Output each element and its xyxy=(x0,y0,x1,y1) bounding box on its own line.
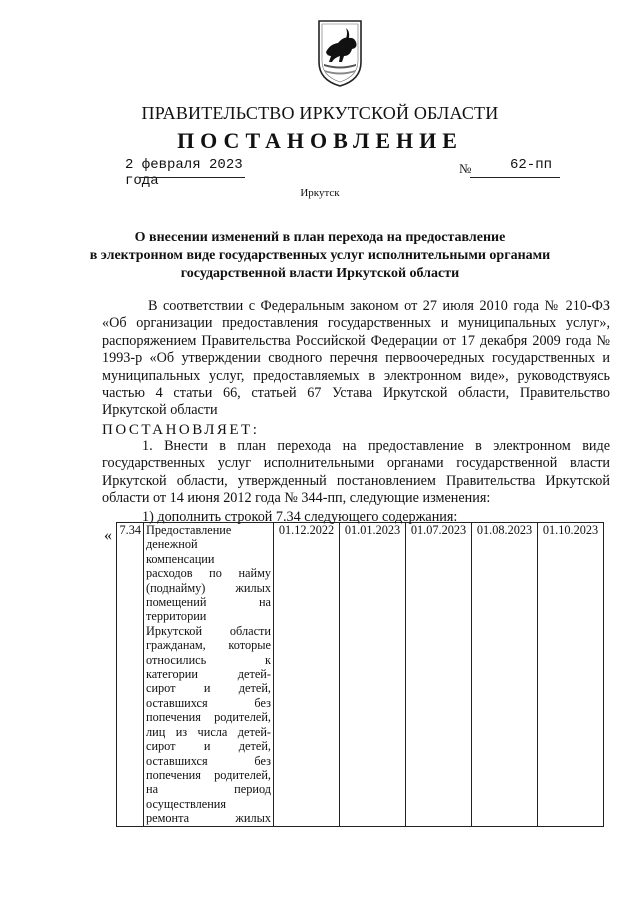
document-number: 62-пп xyxy=(510,157,553,173)
date-cell-5: 01.10.2023 xyxy=(538,523,604,827)
description-line: (поднайму) жилых xyxy=(146,580,271,595)
description-line: сирот и детей, xyxy=(146,739,271,754)
document-type: ПОСТАНОВЛЕНИЕ xyxy=(177,128,463,153)
description-line: Иркутской области xyxy=(146,623,271,638)
date-cell-2: 01.01.2023 xyxy=(340,523,406,827)
description-line: оставшихся без xyxy=(146,695,271,710)
city-name: Иркутск xyxy=(300,187,340,199)
title-line: О внесении изменений в план перехода на предоставление xyxy=(134,230,506,245)
number-underline xyxy=(470,177,560,178)
description-line: оставшихся без xyxy=(146,753,271,768)
document-date: 2 февраля 2023 года xyxy=(125,157,243,189)
item-1-subitem-1: 1) дополнить строкой 7.34 следующего содержания: xyxy=(142,509,458,525)
description-line: на период xyxy=(146,782,271,797)
description-line: сирот и детей, xyxy=(146,681,271,696)
item-1-paragraph: 1. Внести в план перехода на предоставление в электронном виде государственных услуг исполнительными органами государственной власти Иркутской области, утвержденный постановлением Правительства Иркутской области от 14 июня 2012 года № 344-пп, следующие изменения: xyxy=(102,438,610,507)
description-line: ремонта жилых xyxy=(146,811,271,826)
description-line: компенсации xyxy=(146,551,215,566)
description-line: гражданам, которые xyxy=(146,638,271,653)
opening-quote: « xyxy=(104,527,112,544)
date-underline xyxy=(140,177,245,178)
table-row xyxy=(117,523,604,827)
irkutsk-coat-of-arms-icon xyxy=(316,18,364,88)
document-title xyxy=(80,229,560,283)
description-line: территории xyxy=(146,609,207,624)
description-line: расходов по найму xyxy=(146,566,271,581)
title-line: в электронном виде государственных услуг исполнительными органами xyxy=(89,248,551,263)
number-sign: № xyxy=(459,161,472,176)
date-cell-3: 01.07.2023 xyxy=(406,523,472,827)
description-line: помещений на xyxy=(146,595,271,610)
description-line: относились к xyxy=(146,652,271,667)
title-line: государственной власти Иркутской области xyxy=(180,266,460,281)
decrees-heading: ПОСТАНОВЛЯЕТ: xyxy=(102,422,260,438)
plan-table xyxy=(116,522,604,827)
description-line: лиц из числа детей- xyxy=(146,724,271,739)
description-line: Предоставление xyxy=(146,523,232,537)
preamble-paragraph: В соответствии с Федеральным законом от 27 июля 2010 года № 210-ФЗ «Об организации предоставления государственных и муниципальных услуг», распоряжением Правительства Российской Федерации от 17 декабря 2009 года № 1993-р «Об утверждении сводного перечня первоочередных государственных и муниципальных услуг, предоставляемых в электронном виде», руководствуясь частью 4 статьи 66, статьей 67 Устава Иркутской области, Правительство Иркутской области xyxy=(102,298,610,419)
description-line: денежной xyxy=(146,537,198,552)
row-number-cell: 7.34 xyxy=(117,523,144,827)
description-line: осуществления xyxy=(146,796,227,811)
description-line: попечения родителей, xyxy=(146,710,271,725)
government-name: ПРАВИТЕЛЬСТВО ИРКУТСКОЙ ОБЛАСТИ xyxy=(141,103,499,123)
date-cell-1: 01.12.2022 xyxy=(274,523,340,827)
description-line: попечения родителей, xyxy=(146,767,271,782)
date-cell-4: 01.08.2023 xyxy=(472,523,538,827)
description-line: категории детей- xyxy=(146,667,271,682)
service-description-cell xyxy=(144,523,274,827)
